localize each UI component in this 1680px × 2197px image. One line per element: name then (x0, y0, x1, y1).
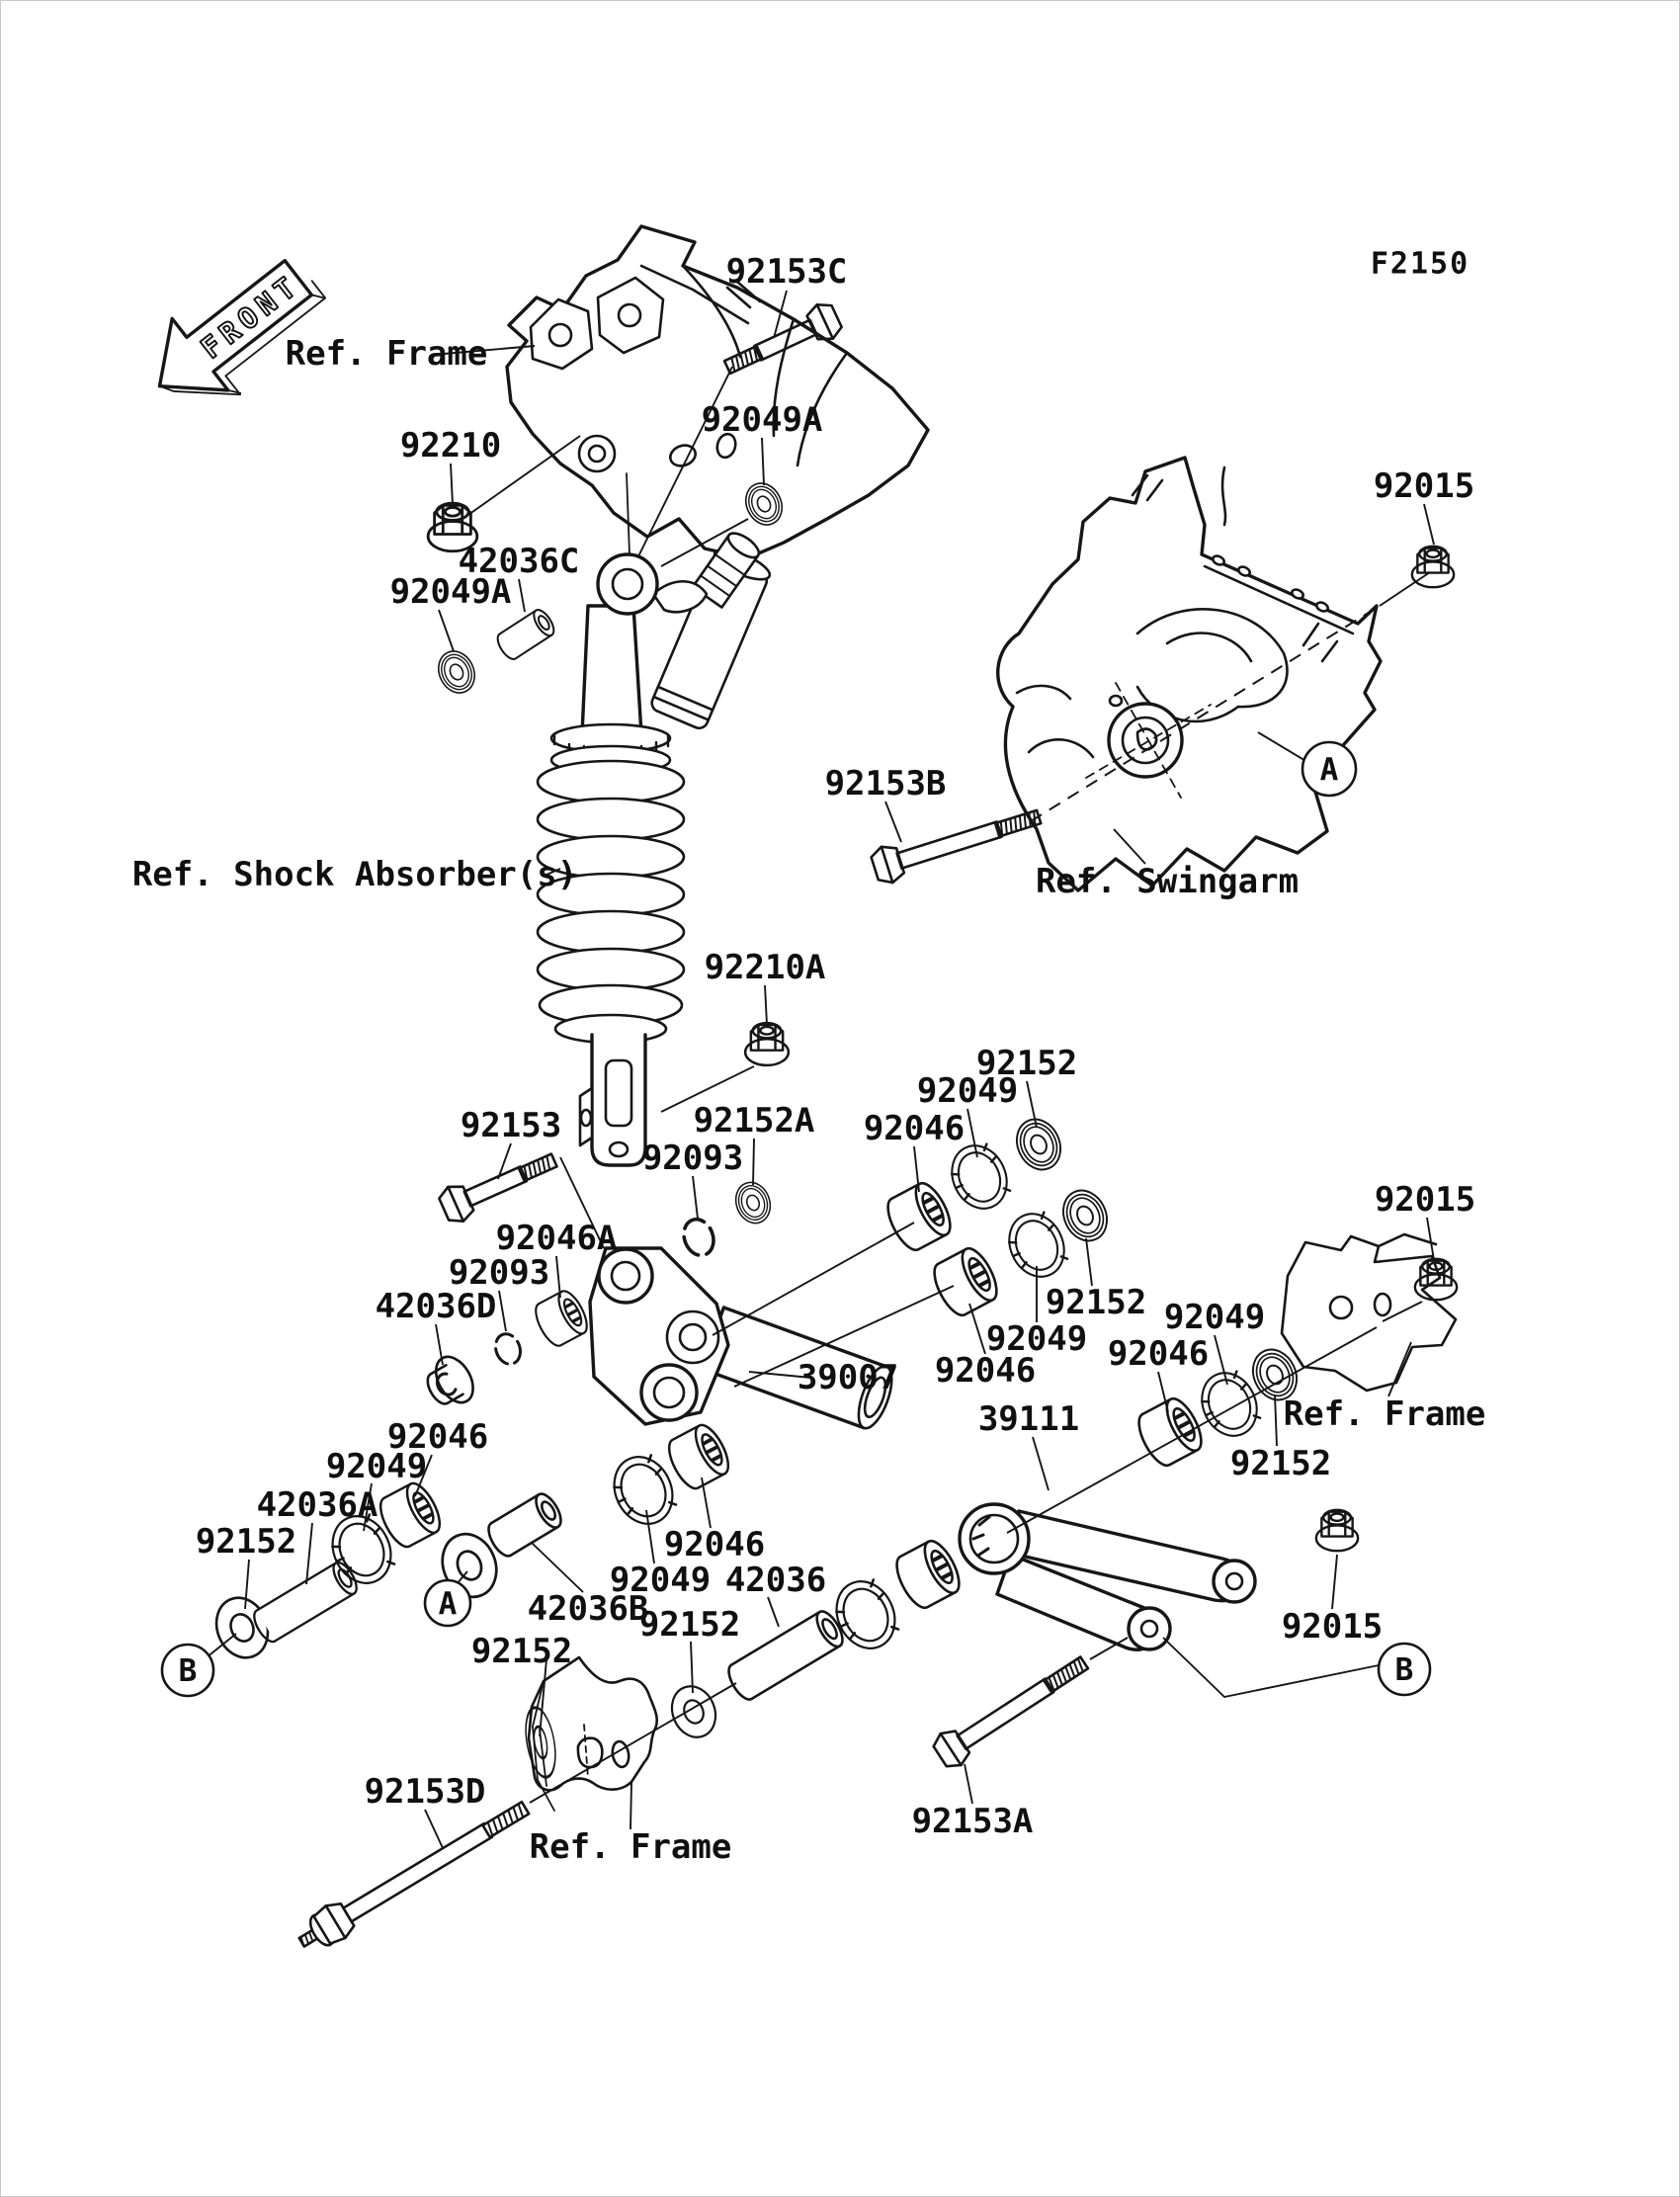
collar-42036c (494, 607, 558, 662)
washer-92152a (730, 1178, 776, 1228)
frame-right-bracket-drawing (1282, 1234, 1456, 1391)
nut-92210a (745, 1023, 789, 1065)
ref-label-ref-frame: Ref. Frame (1283, 1394, 1486, 1434)
part-label-92046: 92046 (386, 1417, 489, 1457)
part-label-92046: 92046 (663, 1525, 766, 1564)
nut-92015-top (1412, 547, 1454, 587)
part-label-92210: 92210 (399, 426, 502, 465)
part-label-92152: 92152 (1229, 1444, 1332, 1483)
part-label-92049a: 92049A (701, 400, 823, 440)
bolt-92153b (869, 799, 1044, 887)
seal-92049a-left (432, 645, 481, 699)
part-label-39111: 39111 (977, 1399, 1080, 1439)
part-label-92153b: 92153B (824, 764, 947, 803)
bearing-92046-row2 (928, 1243, 1004, 1320)
part-label-92049a: 92049A (389, 572, 512, 612)
part-label-92152a: 92152A (693, 1101, 815, 1141)
part-label-42036b: 42036B (527, 1589, 649, 1629)
bearing-92046-bottom (890, 1536, 966, 1613)
part-label-92049: 92049 (325, 1447, 428, 1486)
part-label-92152: 92152 (638, 1605, 741, 1645)
bolt-92153a (930, 1647, 1095, 1772)
part-label-92153c: 92153C (725, 252, 848, 292)
cap-42036d (419, 1350, 480, 1414)
part-label-42036: 42036 (724, 1561, 827, 1600)
part-label-92015: 92015 (1373, 466, 1475, 506)
part-label-92015: 92015 (1374, 1180, 1476, 1220)
part-label-42036c: 42036C (458, 542, 580, 581)
part-label-92153d: 92153D (364, 1772, 486, 1812)
callout-letter: A (1319, 752, 1339, 788)
front-arrow-label: FRONT (194, 267, 307, 366)
callout-letter: B (178, 1653, 198, 1689)
part-label-92046: 92046 (1107, 1334, 1210, 1374)
part-label-92049: 92049 (916, 1071, 1019, 1111)
ref-label-ref-swingarm: Ref. Swingarm (1035, 862, 1300, 901)
part-label-42036d: 42036D (375, 1287, 497, 1326)
shock-absorber-drawing (538, 529, 773, 1165)
collar-42036 (723, 1607, 847, 1703)
bearing-92046a (531, 1287, 593, 1350)
part-label-92153: 92153 (460, 1106, 562, 1145)
washer-92152-left (208, 1590, 277, 1665)
part-label-92049: 92049 (1163, 1298, 1266, 1337)
part-label-92046: 92046 (863, 1109, 966, 1148)
callout-circle-a-1 (425, 1580, 470, 1626)
callout-circle-b-2 (162, 1645, 213, 1696)
washer-92152-bracket-right (664, 1680, 722, 1744)
ref-label-ref-frame: Ref. Frame (285, 334, 488, 374)
bolt-92153 (437, 1143, 562, 1226)
part-label-92046: 92046 (934, 1351, 1037, 1391)
callout-circle-a-0 (1302, 742, 1356, 796)
shock-clevis (580, 1035, 645, 1165)
seal-92152-row2 (1055, 1183, 1115, 1247)
ref-label-ref-shock-absorber-s: Ref. Shock Absorber(s) (131, 855, 578, 894)
bearing-92046-mid (663, 1420, 735, 1493)
part-label-92153a: 92153A (911, 1802, 1034, 1841)
part-label-92049: 92049 (609, 1561, 712, 1600)
tie-rod-39111-drawing (960, 1504, 1255, 1649)
snap-ring-92093-lower (491, 1330, 524, 1368)
seal-92152-row1 (1009, 1112, 1068, 1176)
suspension-parts-diagram (1, 1, 1680, 2197)
part-label-92210a: 92210A (704, 948, 826, 987)
part-label-39007: 39007 (797, 1358, 899, 1397)
part-label-92093: 92093 (641, 1139, 744, 1178)
collar-42036b (483, 1490, 565, 1561)
part-label-92015: 92015 (1281, 1607, 1384, 1647)
bearing-92046-left (375, 1479, 447, 1552)
ref-label-ref-frame: Ref. Frame (529, 1827, 732, 1867)
shock-reservoir (649, 529, 774, 731)
part-label-92152: 92152 (470, 1632, 573, 1671)
part-label-42036a: 42036A (256, 1485, 378, 1525)
bearing-92046-right (1133, 1394, 1209, 1471)
frame-bottom-bracket-drawing (529, 1657, 657, 1811)
part-label-92093: 92093 (448, 1253, 550, 1293)
part-label-92152: 92152 (975, 1044, 1078, 1083)
part-label-92046a: 92046A (495, 1219, 618, 1258)
shock-body (582, 606, 641, 734)
oring-92049-right (1192, 1364, 1267, 1445)
callout-circle-b-3 (1379, 1644, 1430, 1695)
part-label-92152: 92152 (195, 1522, 297, 1562)
rocker-arm-39007-drawing (590, 1248, 898, 1432)
callout-letter: B (1394, 1652, 1414, 1688)
frame-top-drawing (507, 226, 928, 558)
callout-letter: A (438, 1586, 458, 1622)
oring-92049-row1 (942, 1137, 1017, 1218)
diagram-code: F2150 (1370, 246, 1470, 282)
snap-ring-92093-upper (679, 1215, 718, 1259)
part-label-92152: 92152 (1045, 1283, 1147, 1322)
part-label-92049: 92049 (985, 1319, 1088, 1359)
nut-92015-bottom (1316, 1510, 1358, 1551)
swingarm-drawing (998, 458, 1381, 890)
bolt-92153d-axle (292, 1792, 535, 1959)
